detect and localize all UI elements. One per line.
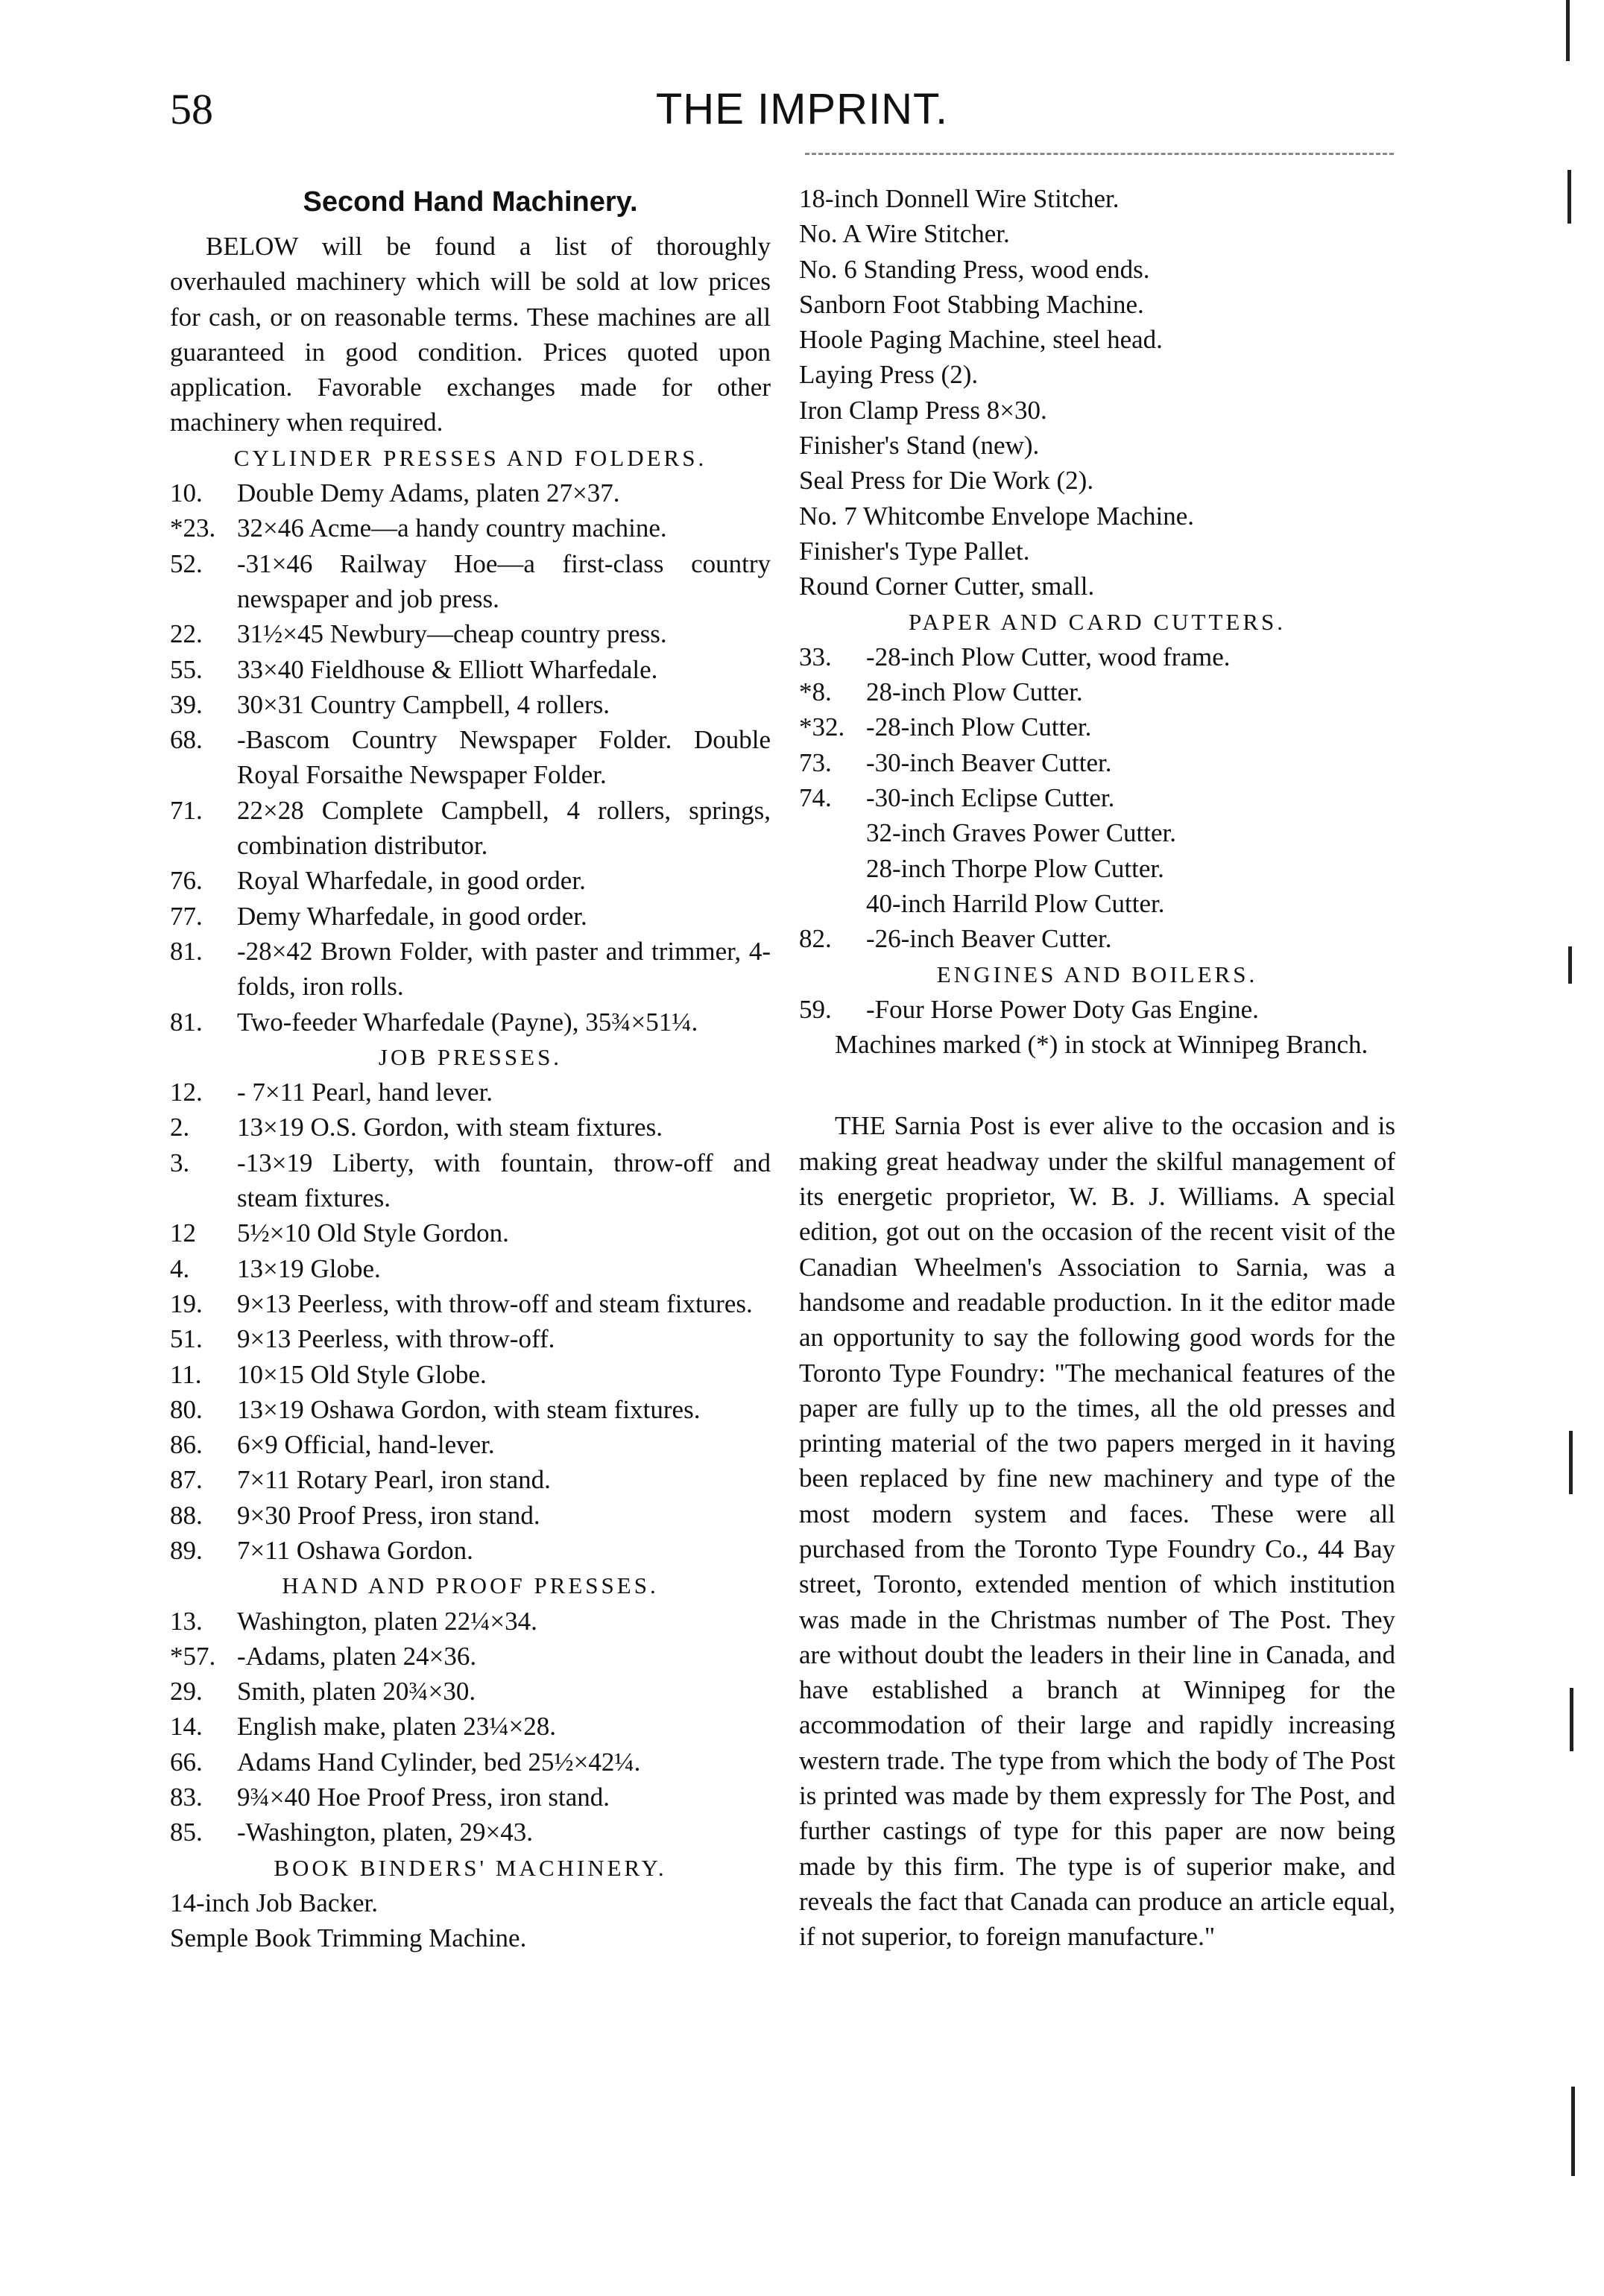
cylinder-presses-heading: CYLINDER PRESSES AND FOLDERS. xyxy=(233,444,707,471)
list-item xyxy=(170,1251,771,1286)
item-number: 11. xyxy=(170,1359,202,1389)
list-item: 14-inch Job Backer. xyxy=(170,1888,378,1917)
item-number: 22. xyxy=(170,619,203,649)
item-text: -13×19 Liberty, with fountain, throw-off and steam fixtures. xyxy=(237,1148,771,1213)
margin-line xyxy=(1570,1688,1573,1751)
list-item xyxy=(170,1357,771,1392)
list-item xyxy=(799,639,1395,674)
engines-list xyxy=(799,992,1395,1027)
list-item xyxy=(170,934,771,1005)
list-item xyxy=(799,815,1395,850)
job-presses-heading: JOB PRESSES. xyxy=(378,1043,563,1070)
item-text: Smith, platen 20¾×30. xyxy=(237,1677,476,1707)
left-column xyxy=(170,181,771,1956)
list-item xyxy=(170,687,771,722)
margin-line xyxy=(1567,170,1571,224)
item-text: English make, platen 23¼×28. xyxy=(237,1712,556,1742)
item-text: 13×19 O.S. Gordon, with steam fixtures. xyxy=(237,1113,663,1142)
list-item xyxy=(170,1321,771,1356)
list-item xyxy=(170,1639,771,1674)
item-text: 28-inch Plow Cutter. xyxy=(866,677,1083,707)
item-text: -Bascom Country Newspaper Folder. Double Royal Forsaithe Newspaper Folder. xyxy=(237,725,771,790)
item-text: - 7×11 Pearl, hand lever. xyxy=(237,1078,493,1107)
item-text: 40-inch Harrild Plow Cutter. xyxy=(866,888,1165,918)
item-text: -28×42 Brown Folder, with paster and trimmer, 4-folds, iron rolls. xyxy=(237,936,771,1002)
list-item xyxy=(170,1604,771,1639)
book-binders-heading: BOOK BINDERS' MACHINERY. xyxy=(274,1854,667,1881)
item-number: 59. xyxy=(799,994,832,1024)
list-item: Sanborn Foot Stabbing Machine. xyxy=(799,289,1144,319)
list-item: Round Corner Cutter, small. xyxy=(799,572,1095,601)
list-item xyxy=(170,1145,771,1216)
item-number: 13. xyxy=(170,1606,203,1636)
item-text: -Adams, platen 24×36. xyxy=(237,1641,477,1671)
list-item xyxy=(170,1815,771,1850)
item-number: 52. xyxy=(170,548,203,578)
list-item xyxy=(170,546,771,617)
list-item: Iron Clamp Press 8×30. xyxy=(799,395,1047,425)
spacer xyxy=(799,1062,1395,1108)
list-item: Finisher's Stand (new). xyxy=(799,431,1040,461)
item-number: 12. xyxy=(170,1078,203,1107)
list-item xyxy=(799,921,1395,956)
margin-line xyxy=(1571,2087,1575,2176)
hand-proof-presses-heading: HAND AND PROOF PRESSES. xyxy=(282,1572,659,1599)
list-item: Semple Book Trimming Machine. xyxy=(170,1923,527,1953)
item-number: 74. xyxy=(799,783,832,813)
list-item xyxy=(170,1498,771,1533)
cutters-list xyxy=(799,639,1395,957)
list-item xyxy=(799,851,1395,886)
list-item xyxy=(170,510,771,545)
item-number xyxy=(799,815,866,850)
cutters-heading: PAPER AND CARD CUTTERS. xyxy=(908,608,1286,635)
item-number xyxy=(799,886,866,921)
item-number: *57. xyxy=(170,1641,216,1671)
item-text: 22×28 Complete Campbell, 4 rollers, springs, combination distributor. xyxy=(237,795,771,861)
item-text: -26-inch Beaver Cutter. xyxy=(866,924,1112,954)
item-text: Adams Hand Cylinder, bed 25½×42¼. xyxy=(237,1747,641,1777)
list-item xyxy=(170,899,771,934)
list-item xyxy=(799,886,1395,921)
item-text: 7×11 Rotary Pearl, iron stand. xyxy=(237,1465,551,1495)
item-text: 10×15 Old Style Globe. xyxy=(237,1359,487,1389)
sarnia-post-article: THE Sarnia Post is ever alive to the occasion and is making great headway under the skilful management of its energetic proprietor, W. B. J. Williams. A special edition, got out on the occasion of the recent visit of the Canadian Wheelmen's Association to Sarnia, was a handsome and readable production. In it the editor made an opportunity to say the following good words for the Toronto Type Foundry: "The mechanical features of the paper are fully up to the times, all the old presses and printing material of the two papers merged in it having been replaced by fine new machinery and type of the most modern system and faces. These were all purchased from the Toronto Type Foundry Co., 44 Bay street, Toronto, extended mention of which institution was made in the Christmas number of The Post. They are without doubt the leaders in their line in Canada, and have established a branch at Winnipeg for the accommodation of their large and rapidly increasing western trade. The type from which the body of The Post is printed was made by them expressly for The Post, and further castings of type for this paper are now being made by this firm. The type is of superior make, and reveals the fact that Canada can produce an article equal, if not superior, to foreign manufacture." xyxy=(799,1111,1395,1952)
item-number: 86. xyxy=(170,1430,203,1460)
list-item xyxy=(170,1674,771,1709)
item-number: 68. xyxy=(170,725,203,755)
item-number: 81. xyxy=(170,936,203,966)
list-item xyxy=(799,745,1395,780)
list-item xyxy=(170,475,771,510)
item-number: 85. xyxy=(170,1818,203,1847)
hand-proof-presses-list xyxy=(170,1604,771,1850)
item-text: Royal Wharfedale, in good order. xyxy=(237,866,586,896)
item-text: 9¾×40 Hoe Proof Press, iron stand. xyxy=(237,1783,610,1812)
cylinder-presses-list xyxy=(170,475,771,1040)
item-text: -28-inch Plow Cutter. xyxy=(866,712,1092,742)
list-item xyxy=(170,652,771,687)
item-text: 32-inch Graves Power Cutter. xyxy=(866,818,1177,848)
item-number: 55. xyxy=(170,654,203,684)
item-number: 51. xyxy=(170,1324,203,1354)
list-item: 18-inch Donnell Wire Stitcher. xyxy=(799,184,1120,213)
item-number: 10. xyxy=(170,478,203,508)
item-text: 30×31 Country Campbell, 4 rollers. xyxy=(237,689,610,719)
item-text: -Four Horse Power Doty Gas Engine. xyxy=(866,994,1259,1024)
list-item: Finisher's Type Pallet. xyxy=(799,536,1030,566)
item-text: Two-feeder Wharfedale (Payne), 35¾×51¼. xyxy=(237,1007,698,1037)
item-number: 81. xyxy=(170,1007,203,1037)
item-text: -Washington, platen, 29×43. xyxy=(237,1818,533,1847)
item-number: 87. xyxy=(170,1465,203,1495)
margin-line xyxy=(1569,1431,1573,1494)
item-text: 7×11 Oshawa Gordon. xyxy=(237,1535,473,1565)
margin-line xyxy=(1568,946,1572,984)
list-item xyxy=(170,863,771,898)
item-number: 14. xyxy=(170,1712,203,1742)
margin-line xyxy=(1566,0,1570,61)
list-item: No. 7 Whitcombe Envelope Machine. xyxy=(799,501,1195,531)
item-number: 76. xyxy=(170,866,203,896)
item-number: 66. xyxy=(170,1747,203,1777)
list-item xyxy=(170,1745,771,1780)
list-item xyxy=(170,1005,771,1040)
item-text: -28-inch Plow Cutter, wood frame. xyxy=(866,642,1231,671)
item-number: 83. xyxy=(170,1783,203,1812)
stock-note: Machines marked (*) in stock at Winnipeg Branch. xyxy=(835,1030,1368,1060)
list-item: No. A Wire Stitcher. xyxy=(799,219,1010,249)
list-item xyxy=(170,1427,771,1462)
list-item: No. 6 Standing Press, wood ends. xyxy=(799,254,1150,284)
item-number xyxy=(799,851,866,886)
section-title: Second Hand Machinery. xyxy=(303,186,638,218)
list-item xyxy=(799,780,1395,815)
book-binders-list xyxy=(170,1885,771,1956)
list-item xyxy=(170,1780,771,1815)
list-item xyxy=(170,1709,771,1744)
intro-paragraph: BELOW will be found a list of thoroughly overhauled machinery which will be sold at low prices for cash, or on reasonable terms. These machines are all guaranteed in good condition. Prices quoted upon application. Favorable exchanges made for other machinery when required. xyxy=(170,232,771,437)
item-text: -31×46 Railway Hoe—a first-class country newspaper and job press. xyxy=(237,548,771,613)
item-text: 5½×10 Old Style Gordon. xyxy=(237,1218,509,1248)
list-item: Hoole Paging Machine, steel head. xyxy=(799,325,1163,355)
job-presses-list xyxy=(170,1075,771,1568)
item-text: Double Demy Adams, platen 27×37. xyxy=(237,478,620,508)
list-item xyxy=(799,674,1395,709)
item-number: 71. xyxy=(170,795,203,825)
item-text: 33×40 Fieldhouse & Elliott Wharfedale. xyxy=(237,654,658,684)
item-number: 88. xyxy=(170,1500,203,1530)
item-number: 19. xyxy=(170,1288,203,1318)
item-text: 9×30 Proof Press, iron stand. xyxy=(237,1500,540,1530)
engines-heading: ENGINES AND BOILERS. xyxy=(936,961,1258,987)
book-binders-list-continued xyxy=(799,181,1395,604)
item-number: *23. xyxy=(170,513,216,543)
list-item xyxy=(170,793,771,864)
item-text: -30-inch Beaver Cutter. xyxy=(866,747,1112,777)
list-item xyxy=(170,1110,771,1145)
item-number: 29. xyxy=(170,1677,203,1707)
list-item xyxy=(170,722,771,793)
item-text: 32×46 Acme—a handy country machine. xyxy=(237,513,667,543)
list-item xyxy=(170,1533,771,1568)
list-item xyxy=(170,1286,771,1321)
item-number: 89. xyxy=(170,1535,203,1565)
list-item xyxy=(799,709,1395,744)
item-number: *32. xyxy=(799,712,845,742)
item-number: 77. xyxy=(170,901,203,931)
item-text: 6×9 Official, hand-lever. xyxy=(237,1430,495,1460)
page-number: 58 xyxy=(170,85,213,133)
item-text: Washington, platen 22¼×34. xyxy=(237,1606,537,1636)
item-text: 31½×45 Newbury—cheap country press. xyxy=(237,619,667,649)
item-number: 2. xyxy=(170,1113,190,1142)
list-item xyxy=(170,1215,771,1250)
item-number: *8. xyxy=(799,677,832,707)
item-text: 9×13 Peerless, with throw-off and steam fixtures. xyxy=(237,1288,753,1318)
item-number: 12 xyxy=(170,1218,196,1248)
item-number: 73. xyxy=(799,747,832,777)
list-item: Seal Press for Die Work (2). xyxy=(799,466,1094,496)
running-title: THE IMPRINT. xyxy=(655,85,949,133)
item-text: 13×19 Oshawa Gordon, with steam fixtures. xyxy=(237,1394,701,1424)
item-number: 4. xyxy=(170,1253,190,1283)
list-item xyxy=(170,616,771,651)
item-number: 39. xyxy=(170,689,203,719)
list-item xyxy=(170,1075,771,1110)
item-text: 28-inch Thorpe Plow Cutter. xyxy=(866,853,1164,883)
item-number: 80. xyxy=(170,1394,203,1424)
right-column xyxy=(799,181,1395,1955)
header-rule xyxy=(805,153,1394,155)
item-text: 9×13 Peerless, with throw-off. xyxy=(237,1324,555,1354)
item-number: 3. xyxy=(170,1148,190,1177)
list-item xyxy=(170,1392,771,1427)
list-item xyxy=(170,1462,771,1497)
item-number: 33. xyxy=(799,642,832,671)
item-text: Demy Wharfedale, in good order. xyxy=(237,901,587,931)
item-text: 13×19 Globe. xyxy=(237,1253,381,1283)
item-number: 82. xyxy=(799,924,832,954)
item-text: -30-inch Eclipse Cutter. xyxy=(866,783,1115,813)
list-item: Laying Press (2). xyxy=(799,360,979,390)
list-item xyxy=(799,992,1395,1027)
